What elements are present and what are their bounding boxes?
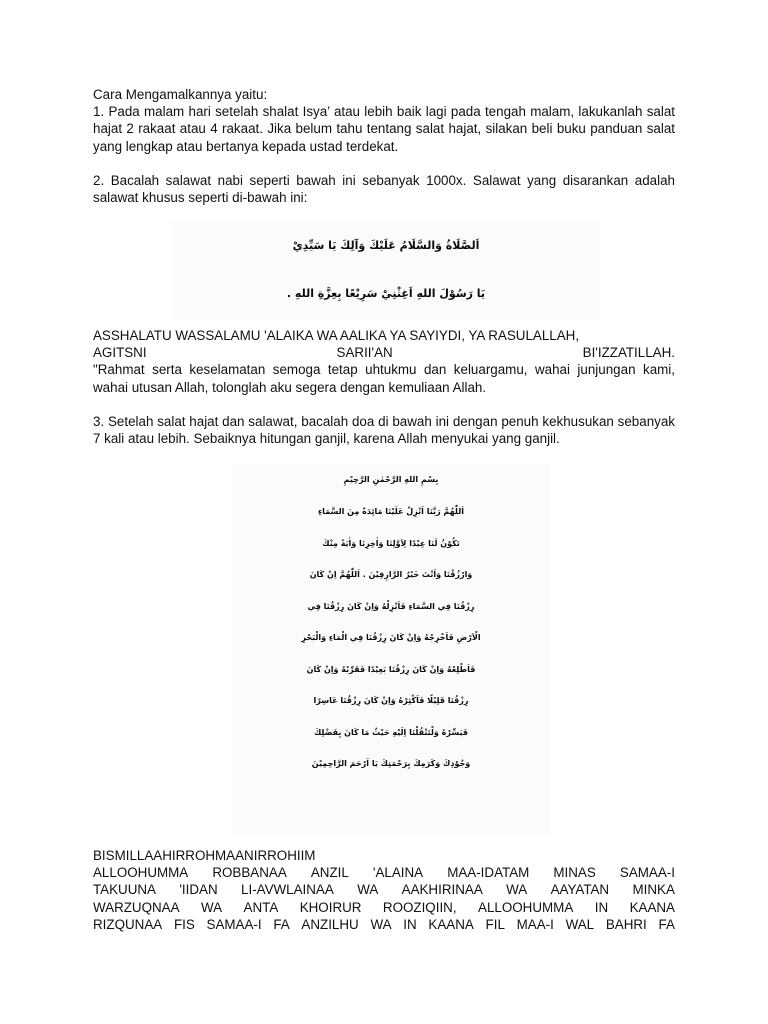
doa-translit-line-2 — [93, 881, 675, 898]
step-3-paragraph: 3. Setelah salat hajat dan salawat, bacalah doa di bawah ini dengan penuh kekhusukan sebanyak 7 kali atau lebih. Sebaiknya hitungan ganjil, karena Allah menyukai yang ganjil. — [93, 413, 675, 447]
translit-word: SAMAA-I — [206, 916, 262, 932]
translit-word: WA — [506, 882, 528, 898]
translit-word-agitsni: AGITSNI — [93, 345, 147, 361]
doa-translit-line-4 — [93, 916, 675, 933]
translit-word: ANZIL — [310, 865, 349, 881]
translit-word: MAA-IDATAM — [447, 865, 530, 881]
translit-word: ROOZIQIIN, — [382, 899, 457, 915]
salawat-transliteration-line-1: ASSHALATU WASSALAMU 'ALAIKA WA AALIKA YA SAYIYDI, YA RASULALLAH, — [93, 328, 580, 343]
doa-arabic-line-9: فَيَسِّرْهُ وَلْتَنْقُلْنَا اِلَيْهِ حَيْثُ مَا كَانَ بِفَضْلِكَ — [313, 727, 469, 737]
translit-word: BAHRI — [605, 916, 647, 932]
intro-section — [93, 86, 675, 206]
translit-word: ANTA — [243, 899, 279, 915]
translit-word: FA — [273, 916, 290, 932]
translit-word: KHOIRUR — [299, 899, 362, 915]
translit-word: FIS — [173, 916, 195, 932]
translit-word: 'ALAINA — [372, 865, 424, 881]
doa-arabic-line-8: رِزْقُنَا قَلِيْلًا فَاَكْثِرْهُ وَاِنْ كَانَ رِزْقُنَا عَاسِرًا — [313, 696, 469, 705]
doa-arabic-line-6: الْاَرْضِ فَاَخْرِجْهُ وَاِنْ كَانَ رِزْقُنَا فِي الْمَاءِ وَالْبَحْرِ — [301, 633, 481, 642]
translit-word: WA — [370, 916, 392, 932]
translit-word: FIL — [485, 916, 505, 932]
translit-word: WAL — [565, 916, 595, 932]
salawat-arabic-line-1: اَلصَّلَاةُ وَالسَّلَامُ عَلَيْكَ وَآلِكَ يَا سَيِّدِيْ — [292, 239, 480, 252]
step-2-paragraph: 2. Bacalah salawat nabi seperti bawah ini sebanyak 1000x. Salawat yang disarankan adalah salawat khusus seperti di-bawah ini: — [93, 172, 675, 206]
salawat-arabic-line-2: يَا رَسُوْلَ اللهِ اَغِثْنِيْ سَرِيْعًا بِعِزَّةِ اللهِ . — [286, 287, 486, 300]
doa-translit-line-3 — [93, 899, 675, 916]
translit-word: KAANA — [629, 899, 675, 915]
translit-word: MINKA — [632, 882, 675, 898]
translit-word: ALLOOHUMMA — [93, 865, 189, 881]
translit-word: MAA-I — [516, 916, 554, 932]
doa-arabic-line-3: تَكُوْنُ لَنَا عِيْدًا لِاَوَّلِنَا وَاٰخِرِنَا وَاٰيَةً مِنْكَ — [322, 538, 460, 548]
translit-word: WA — [201, 899, 223, 915]
translit-word: KAANA — [428, 916, 474, 932]
basmala-transliteration: BISMILLAAHIRROHMAANIRROHIIM — [93, 848, 316, 863]
salawat-arabic-image — [172, 220, 600, 320]
doa-arabic-line-7: فَاَطْلِعْهُ وَاِنْ كَانَ رِزْقُنَا بَعِيْدًا فَقَرِّبْهُ وَاِنْ كَانَ — [306, 664, 476, 674]
salawat-transliteration-line-2 — [93, 344, 675, 361]
translit-word: FA — [658, 916, 675, 932]
translit-word: WARZUQNAA — [93, 899, 180, 915]
translit-word-biizzatillah: BI'IZZATILLAH. — [582, 345, 675, 361]
doa-arabic-line-1: بِسْمِ اللهِ الرَّحْمٰنِ الرَّحِيْمِ — [343, 475, 439, 484]
salawat-translation: "Rahmat serta keselamatan semoga tetap uhtukmu dan keluargamu, wahai junjungan kami, wahai utusan Allah, tolonglah aku segera dengan kemuliaan Allah. — [93, 362, 675, 395]
intro-heading: Cara Mengamalkannya yaitu: — [93, 87, 268, 102]
translit-word: SAMAA-I — [619, 865, 675, 881]
translit-word: LI-AVWLAINAA — [241, 882, 334, 898]
doa-translit-line-1 — [93, 864, 675, 881]
doa-arabic-line-4: وَارْزُقْنَا وَاَنْتَ خَيْرُ الرَّازِقِيْنَ . اَللّٰهُمَّ اِنْ كَانَ — [309, 570, 473, 579]
translit-word-sariian: SARII'AN — [336, 345, 393, 361]
translit-word: 'IIDAN — [179, 882, 218, 898]
step-1-paragraph: 1. Pada malam hari setelah shalat Isya’ atau lebih baik lagi pada tengah malam, lakukanlah salat hajat 2 rakaat atau 4 rakaat. Jika belum tahu tentang salat hajat, silakan beli buku panduan salat yang lengkap atau bertanya kepada ustad terdekat. — [93, 104, 675, 154]
translit-word: MINAS — [553, 865, 596, 881]
doa-transliteration-section — [93, 847, 675, 933]
translit-word: WA — [357, 882, 379, 898]
translit-word: ANZILHU — [301, 916, 359, 932]
translit-word: TAKUUNA — [93, 882, 156, 898]
translit-word: IN — [594, 899, 609, 915]
doa-arabic-line-10: وَجُوْدِكَ وَكَرَمِكَ بِرَحْمَتِكَ يَا اَرْحَمَ الرَّاحِمِيْنَ — [311, 759, 471, 768]
translit-word: IN — [403, 916, 417, 932]
translit-word: ALLOOHUMMA — [478, 899, 574, 915]
translit-word: AAYATAN — [550, 882, 610, 898]
translit-word: ROBBANAA — [212, 865, 287, 881]
translit-word: RIZQUNAA — [93, 916, 163, 932]
salawat-text-section — [93, 327, 675, 447]
doa-arabic-line-2: اَللّٰهُمَّ رَبَّنَا اَنْزِلْ عَلَيْنَا مَائِدَةً مِنَ السَّمَاءِ — [318, 507, 464, 516]
translit-word: AAKHIRINAA — [401, 882, 483, 898]
doa-arabic-line-5: رِزْقُنَا فِي السَّمَاءِ فَاَنْزِلْهُ وَاِنْ كَانَ رِزْقُنَا فِي — [307, 601, 475, 611]
doa-arabic-image — [232, 464, 550, 836]
